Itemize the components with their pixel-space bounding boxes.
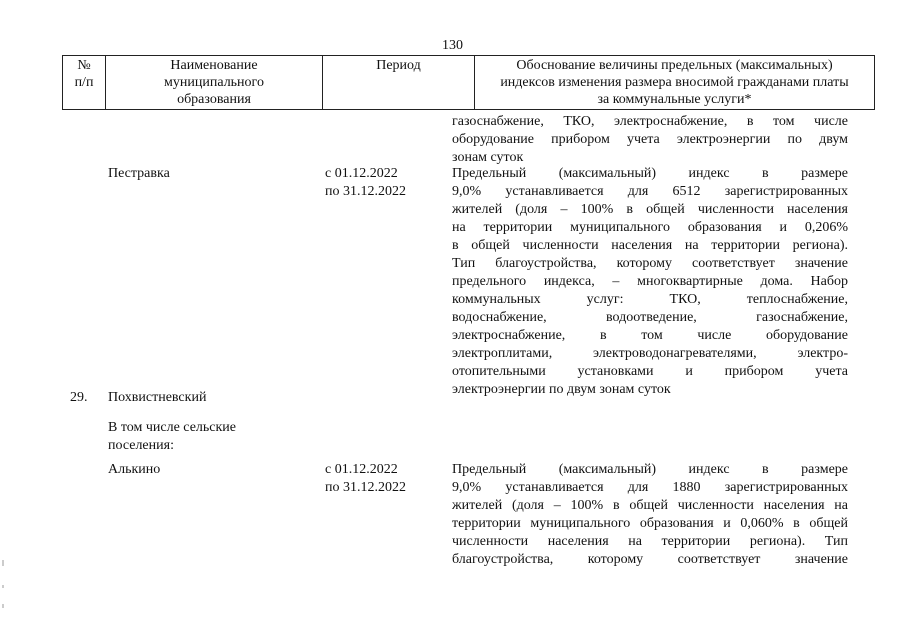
text-line: на территории муниципального образования и 0,206% <box>452 220 848 235</box>
text-line: отопительными установками и прибором учета <box>452 364 848 379</box>
header-col-basis-line: Обоснование величины предельных (максимальных) <box>516 58 833 73</box>
text-line: Предельный (максимальный) индекс в размере <box>452 166 848 181</box>
subheading-line: поселения: <box>108 438 174 453</box>
text-line: предельного индекса, – многоквартирные дома. Набор <box>452 274 848 289</box>
scan-artifact <box>2 585 4 588</box>
scan-artifact <box>2 604 4 608</box>
text-line: благоустройства, которому соответствует значение <box>452 552 848 567</box>
text-line: жителей (доля – 100% в общей численности населения на <box>452 498 848 513</box>
period-line: по 31.12.2022 <box>325 480 406 495</box>
text-line: 9,0% устанавливается для 1880 зарегистрированных <box>452 480 848 495</box>
row-period <box>325 165 406 201</box>
header-col-num-line: п/п <box>74 75 94 90</box>
header-col-name-line: муниципального <box>164 75 264 90</box>
text-line: в общей численности населения на территории региона). <box>452 238 848 253</box>
header-col-name <box>106 56 323 110</box>
continuation-text <box>452 113 848 167</box>
row-basis-text <box>452 165 848 399</box>
row-subheading <box>108 419 236 455</box>
text-line: электроснабжение, в том числе оборудование <box>452 328 848 343</box>
row-basis-text <box>452 461 848 569</box>
header-col-basis-line: индексов изменения размера вносимой гражданами платы <box>500 75 849 90</box>
header-col-num <box>63 56 106 110</box>
text-line: 9,0% устанавливается для 6512 зарегистрированных <box>452 184 848 199</box>
period-line: с 01.12.2022 <box>325 462 398 477</box>
text-line: жителей (доля – 100% в общей численности населения <box>452 202 848 217</box>
page-number: 130 <box>442 38 463 53</box>
header-col-num-line: № <box>77 58 91 73</box>
table-header <box>62 55 875 110</box>
row-name: Пестравка <box>108 166 170 181</box>
text-line: территории муниципального образования и 0,060% в общей <box>452 516 848 531</box>
text-line: коммунальных услуг: ТКО, теплоснабжение, <box>452 292 848 307</box>
text-line: водоснабжение, водоотведение, газоснабжение, <box>452 310 848 325</box>
period-line: с 01.12.2022 <box>325 166 398 181</box>
header-col-basis <box>475 56 875 110</box>
row-name: Похвистневский <box>108 390 207 405</box>
row-name: Алькино <box>108 462 161 477</box>
text-line: Предельный (максимальный) индекс в размере <box>452 462 848 477</box>
row-period <box>325 461 406 497</box>
subheading-line: В том числе сельские <box>108 420 237 435</box>
text-line: Тип благоустройства, которому соответствует значение <box>452 256 848 271</box>
text-line: газоснабжение, ТКО, электроснабжение, в том числе <box>452 114 848 129</box>
text-line: электроплитами, электроводонагревателями, электро- <box>452 346 848 361</box>
row-number: 29. <box>70 390 88 405</box>
text-line: электроэнергии по двум зонам суток <box>452 382 671 397</box>
header-col-period: Период <box>323 56 475 110</box>
header-col-name-line: образования <box>177 92 251 107</box>
text-line: численности населения на территории региона). Тип <box>452 534 848 549</box>
scan-artifact <box>2 560 4 566</box>
text-line: оборудование прибором учета электроэнергии по двум <box>452 132 848 147</box>
text-line: зонам суток <box>452 150 524 165</box>
header-col-basis-line: за коммунальные услуги* <box>597 92 752 107</box>
period-line: по 31.12.2022 <box>325 184 406 199</box>
header-col-name-line: Наименование <box>170 58 258 73</box>
